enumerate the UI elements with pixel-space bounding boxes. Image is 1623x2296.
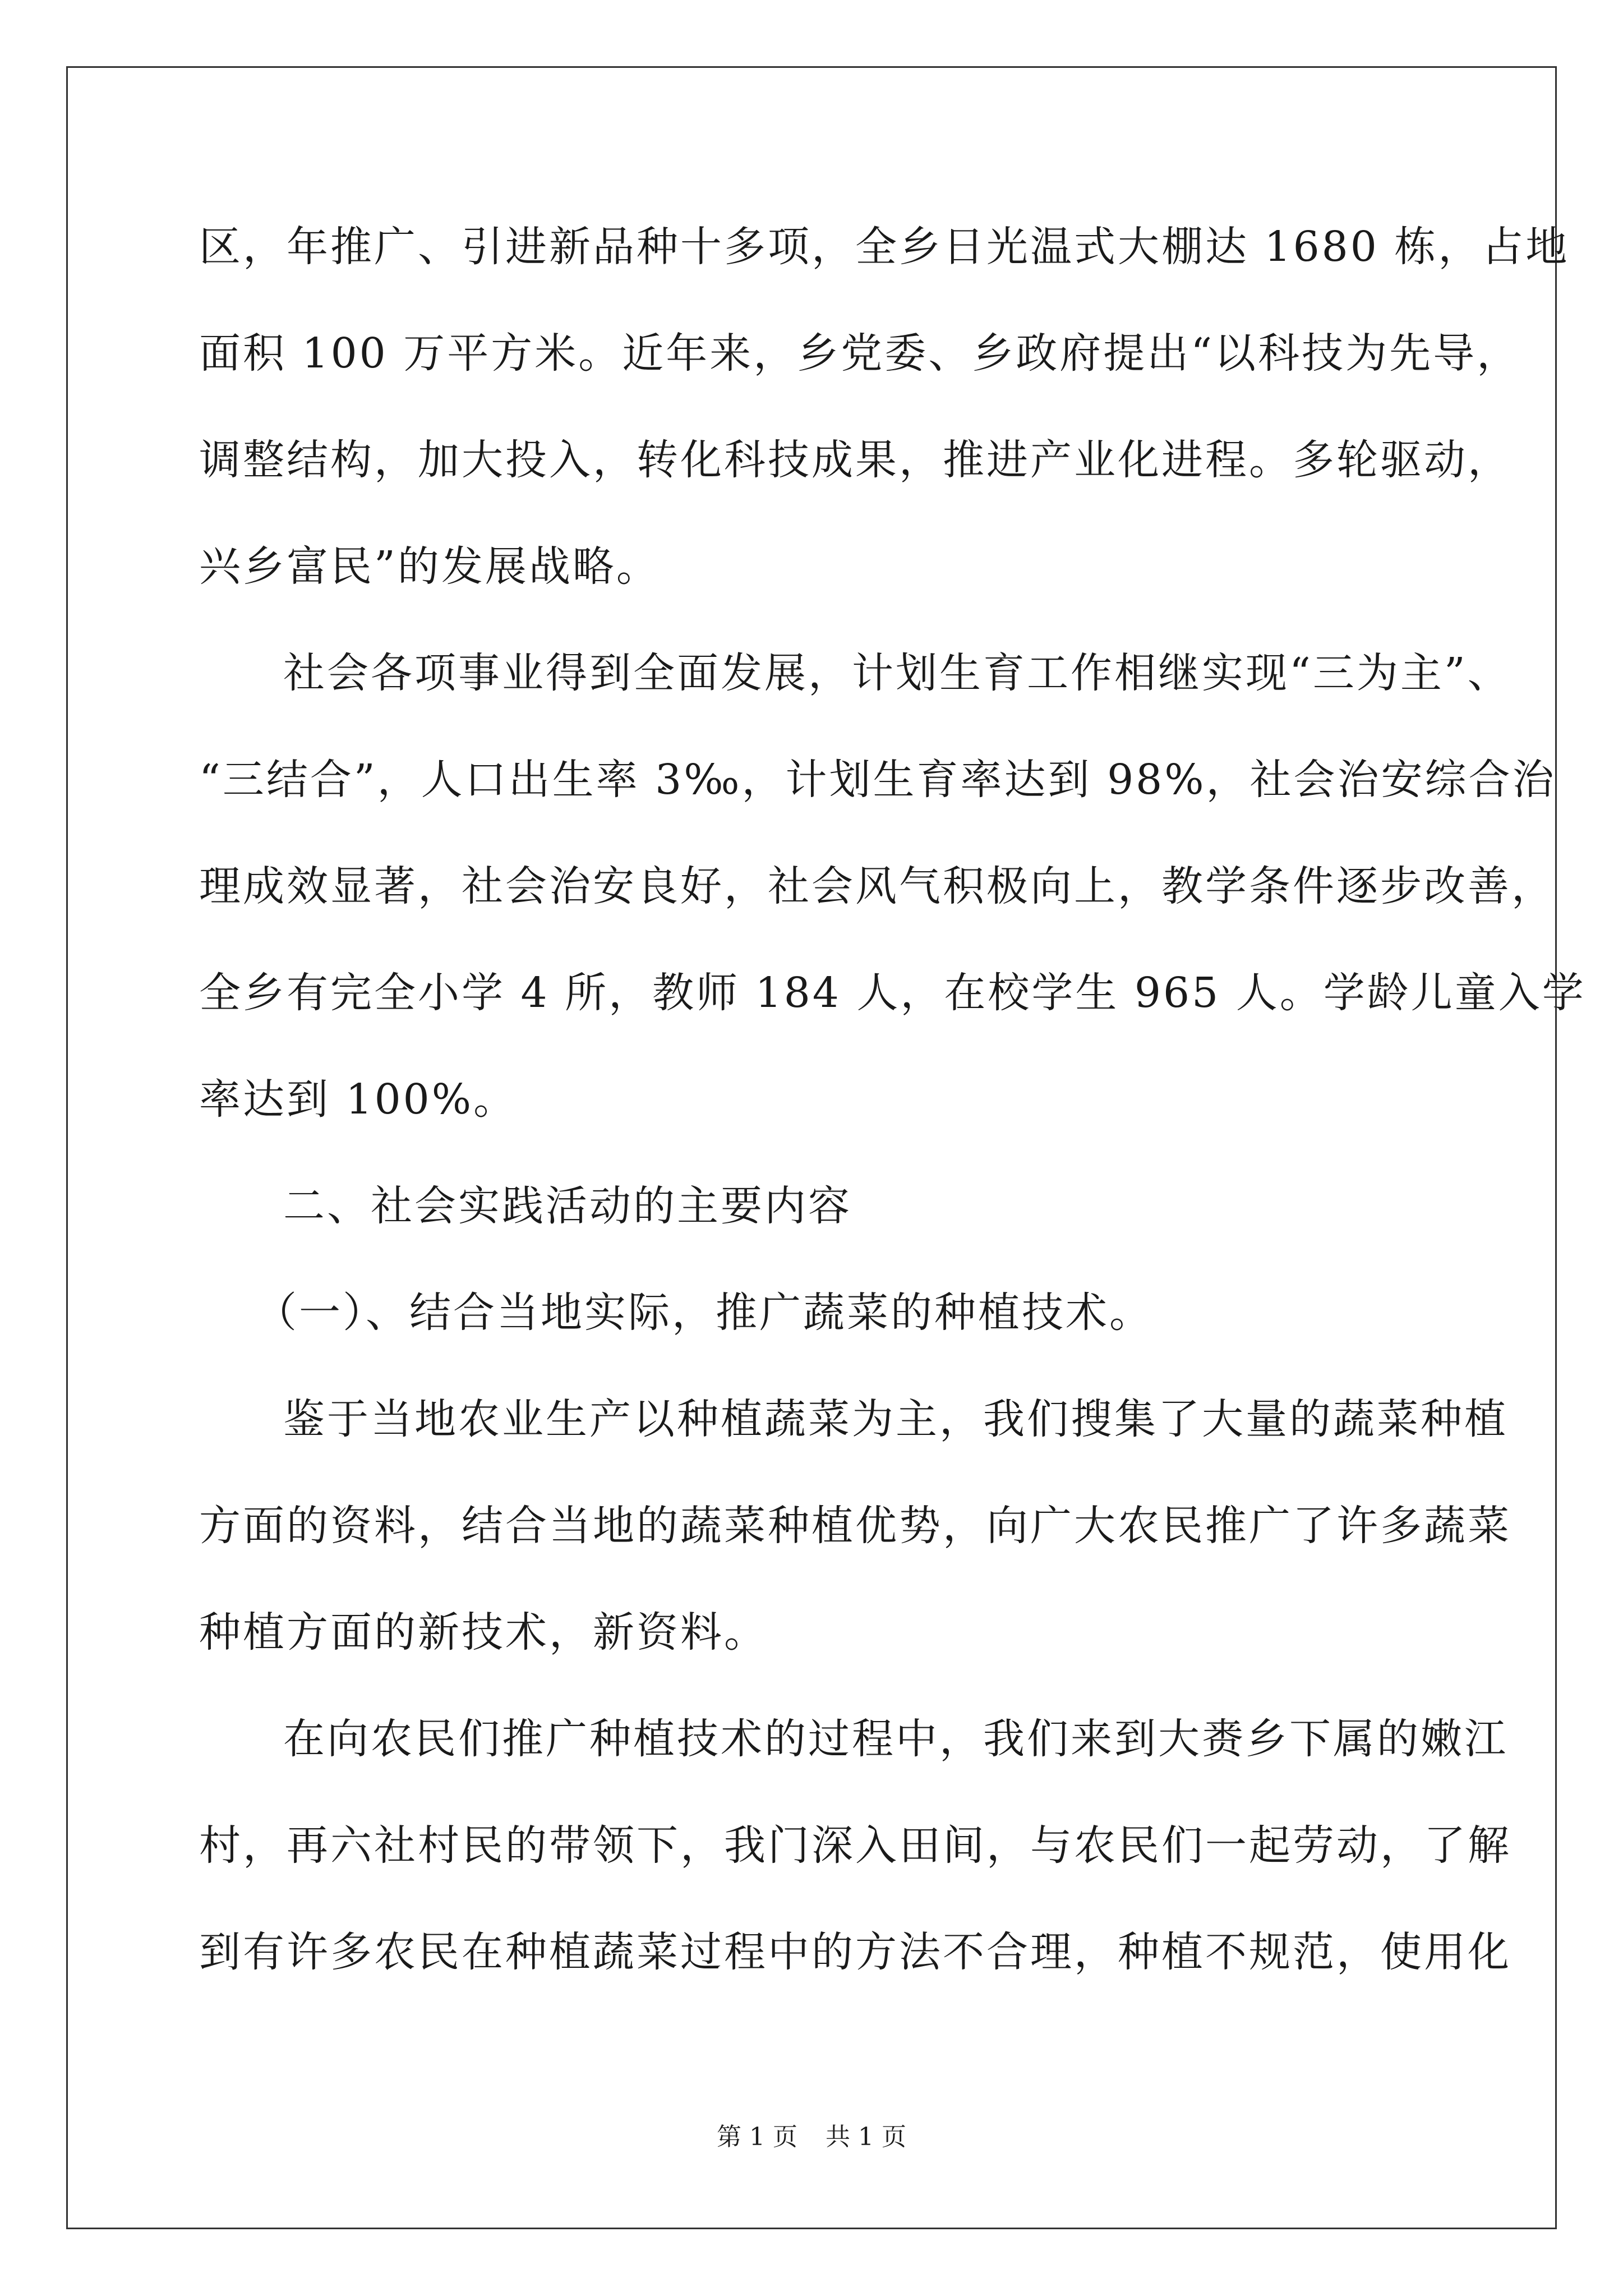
text-line: “三结合”，人口出生率 3‰，计划生育率达到 98%，社会治安综合治 [199, 756, 1556, 804]
text-line: 面积 100 万平方米。近年来，乡党委、乡政府提出“以科技为先导， [199, 329, 1521, 378]
text-line: 村，再六社村民的带领下，我门深入田间，与农民们一起劳动，了解 [199, 1821, 1511, 1870]
text-line: 二、社会实践活动的主要内容 [283, 1182, 852, 1230]
text-line: 兴乡富民”的发展战略。 [199, 542, 660, 591]
text-line: 到有许多农民在种植蔬菜过程中的方法不合理，种植不规范，使用化 [199, 1928, 1511, 1976]
text-line: 在向农民们推广种植技术的过程中，我们来到大赉乡下属的嫩江 [283, 1715, 1508, 1763]
page-number: 第 1 页 [717, 2123, 797, 2151]
text-line: 种植方面的新技术，新资料。 [199, 1608, 768, 1657]
text-line: 率达到 100%。 [199, 1075, 518, 1124]
page-total: 共 1 页 [826, 2123, 906, 2151]
document-body [199, 213, 1586, 2025]
text-line: （一）、结合当地实际，推广蔬菜的种植技术。 [255, 1289, 1153, 1337]
page-footer [0, 2120, 1623, 2154]
text-line: 区，年推广、引进新品种十多项，全乡日光温式大棚达 1680 栋，占地 [199, 223, 1570, 271]
text-line: 理成效显著，社会治安良好，社会风气积极向上，教学条件逐步改善， [199, 862, 1555, 910]
text-line: 方面的资料，结合当地的蔬菜种植优势，向广大农民推广了许多蔬菜 [199, 1502, 1511, 1550]
text-line: 社会各项事业得到全面发展，计划生育工作相继实现“三为主”、 [283, 649, 1511, 697]
text-line: 调整结构，加大投入，转化科技成果，推进产业化进程。多轮驱动， [199, 436, 1511, 484]
text-line: 鉴于当地农业生产以种植蔬菜为主，我们搜集了大量的蔬菜种植 [283, 1395, 1508, 1443]
text-line: 全乡有完全小学 4 所，教师 184 人，在校学生 965 人。学龄儿童入学 [199, 969, 1586, 1017]
